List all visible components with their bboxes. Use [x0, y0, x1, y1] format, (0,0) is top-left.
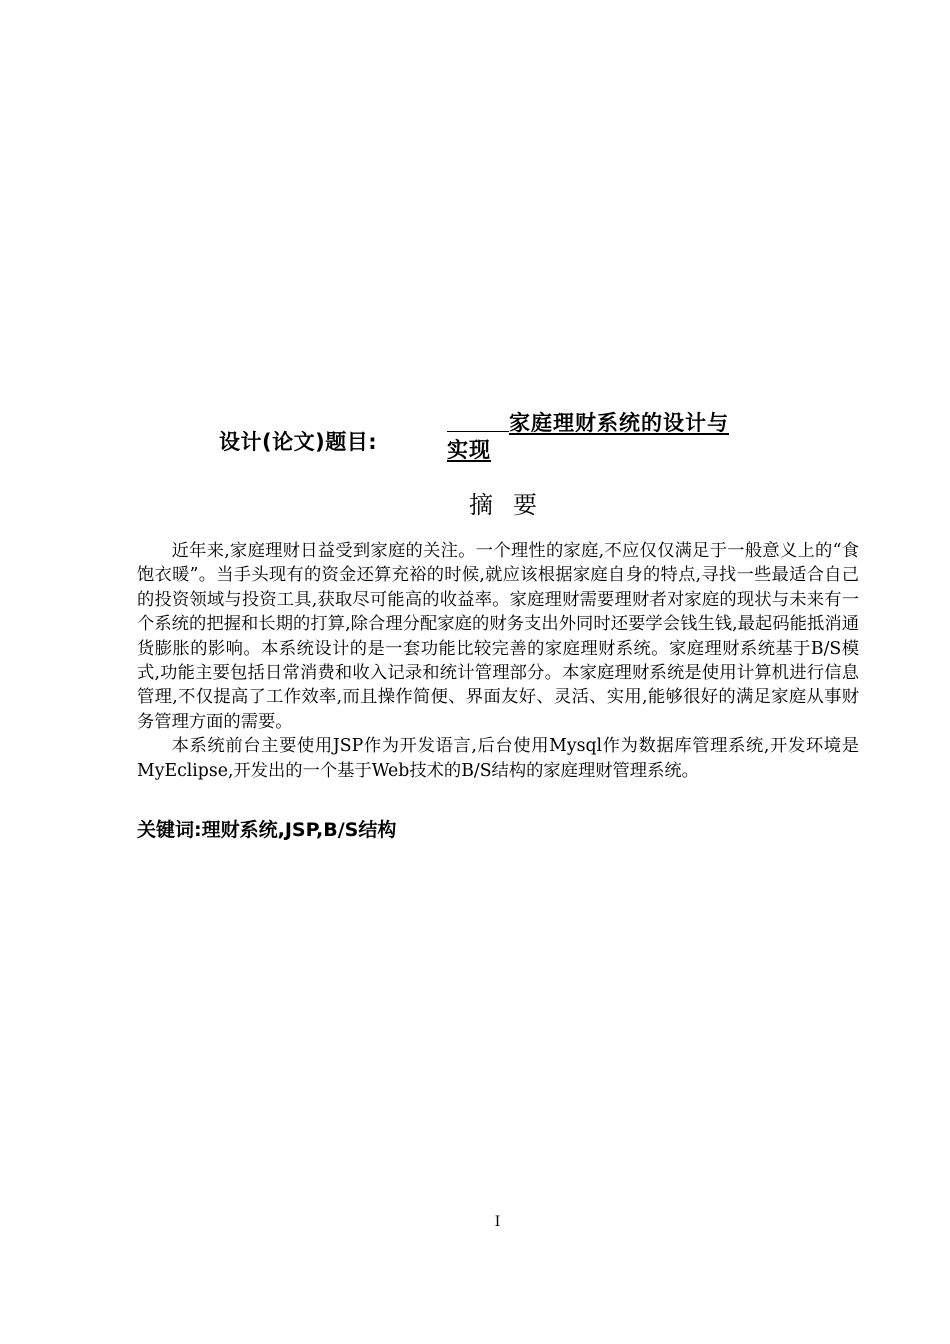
abstract-heading: 摘要 [469, 491, 557, 519]
abstract-paragraph-1: 近年来,家庭理财日益受到家庭的关注。一个理性的家庭,不应仅仅满足于一般意义上的“食饱衣暖”。当手头现有的资金还算充裕的时候,就应该根据家庭自身的特点,寻找一些最适合自己的投资领域与投资工具,获取尽可能高的收益率。家庭理财需要理财者对家庭的现状与未来有一个系统的把握和长期的打算,除合理分配家庭的财务支出外同时还要学会钱生钱,最起码能抵消通货膨胀的影响。本系统设计的是一套功能比较完善的家庭理财系统。家庭理财系统基于B/S模式,功能主要包括日常消费和收入记录和统计管理部分。本家庭理财系统是使用计算机进行信息管理,不仅提高了工作效率,而且操作简便、界面友好、灵活、实用,能够很好的满足家庭从事财务管理方面的需要。 [137, 541, 859, 732]
thesis-title-line-2: 实现 [447, 438, 491, 462]
abstract-body [137, 539, 859, 783]
thesis-title-value [447, 410, 757, 464]
thesis-title-line-1: 家庭理财系统的设计与 [509, 411, 729, 435]
abstract-paragraph-2: 本系统前台主要使用JSP作为开发语言,后台使用Mysql作为数据库管理系统,开发环境是MyEclipse,开发出的一个基于Web技术的B/S结构的家庭理财管理系统。 [137, 736, 859, 781]
title-underline-blank [447, 411, 509, 432]
thesis-title-label: 设计(论文)题目: [219, 430, 378, 454]
page-number: I [494, 1214, 501, 1230]
keywords-line: 关键词:理财系统,JSP,B/S结构 [137, 819, 397, 841]
